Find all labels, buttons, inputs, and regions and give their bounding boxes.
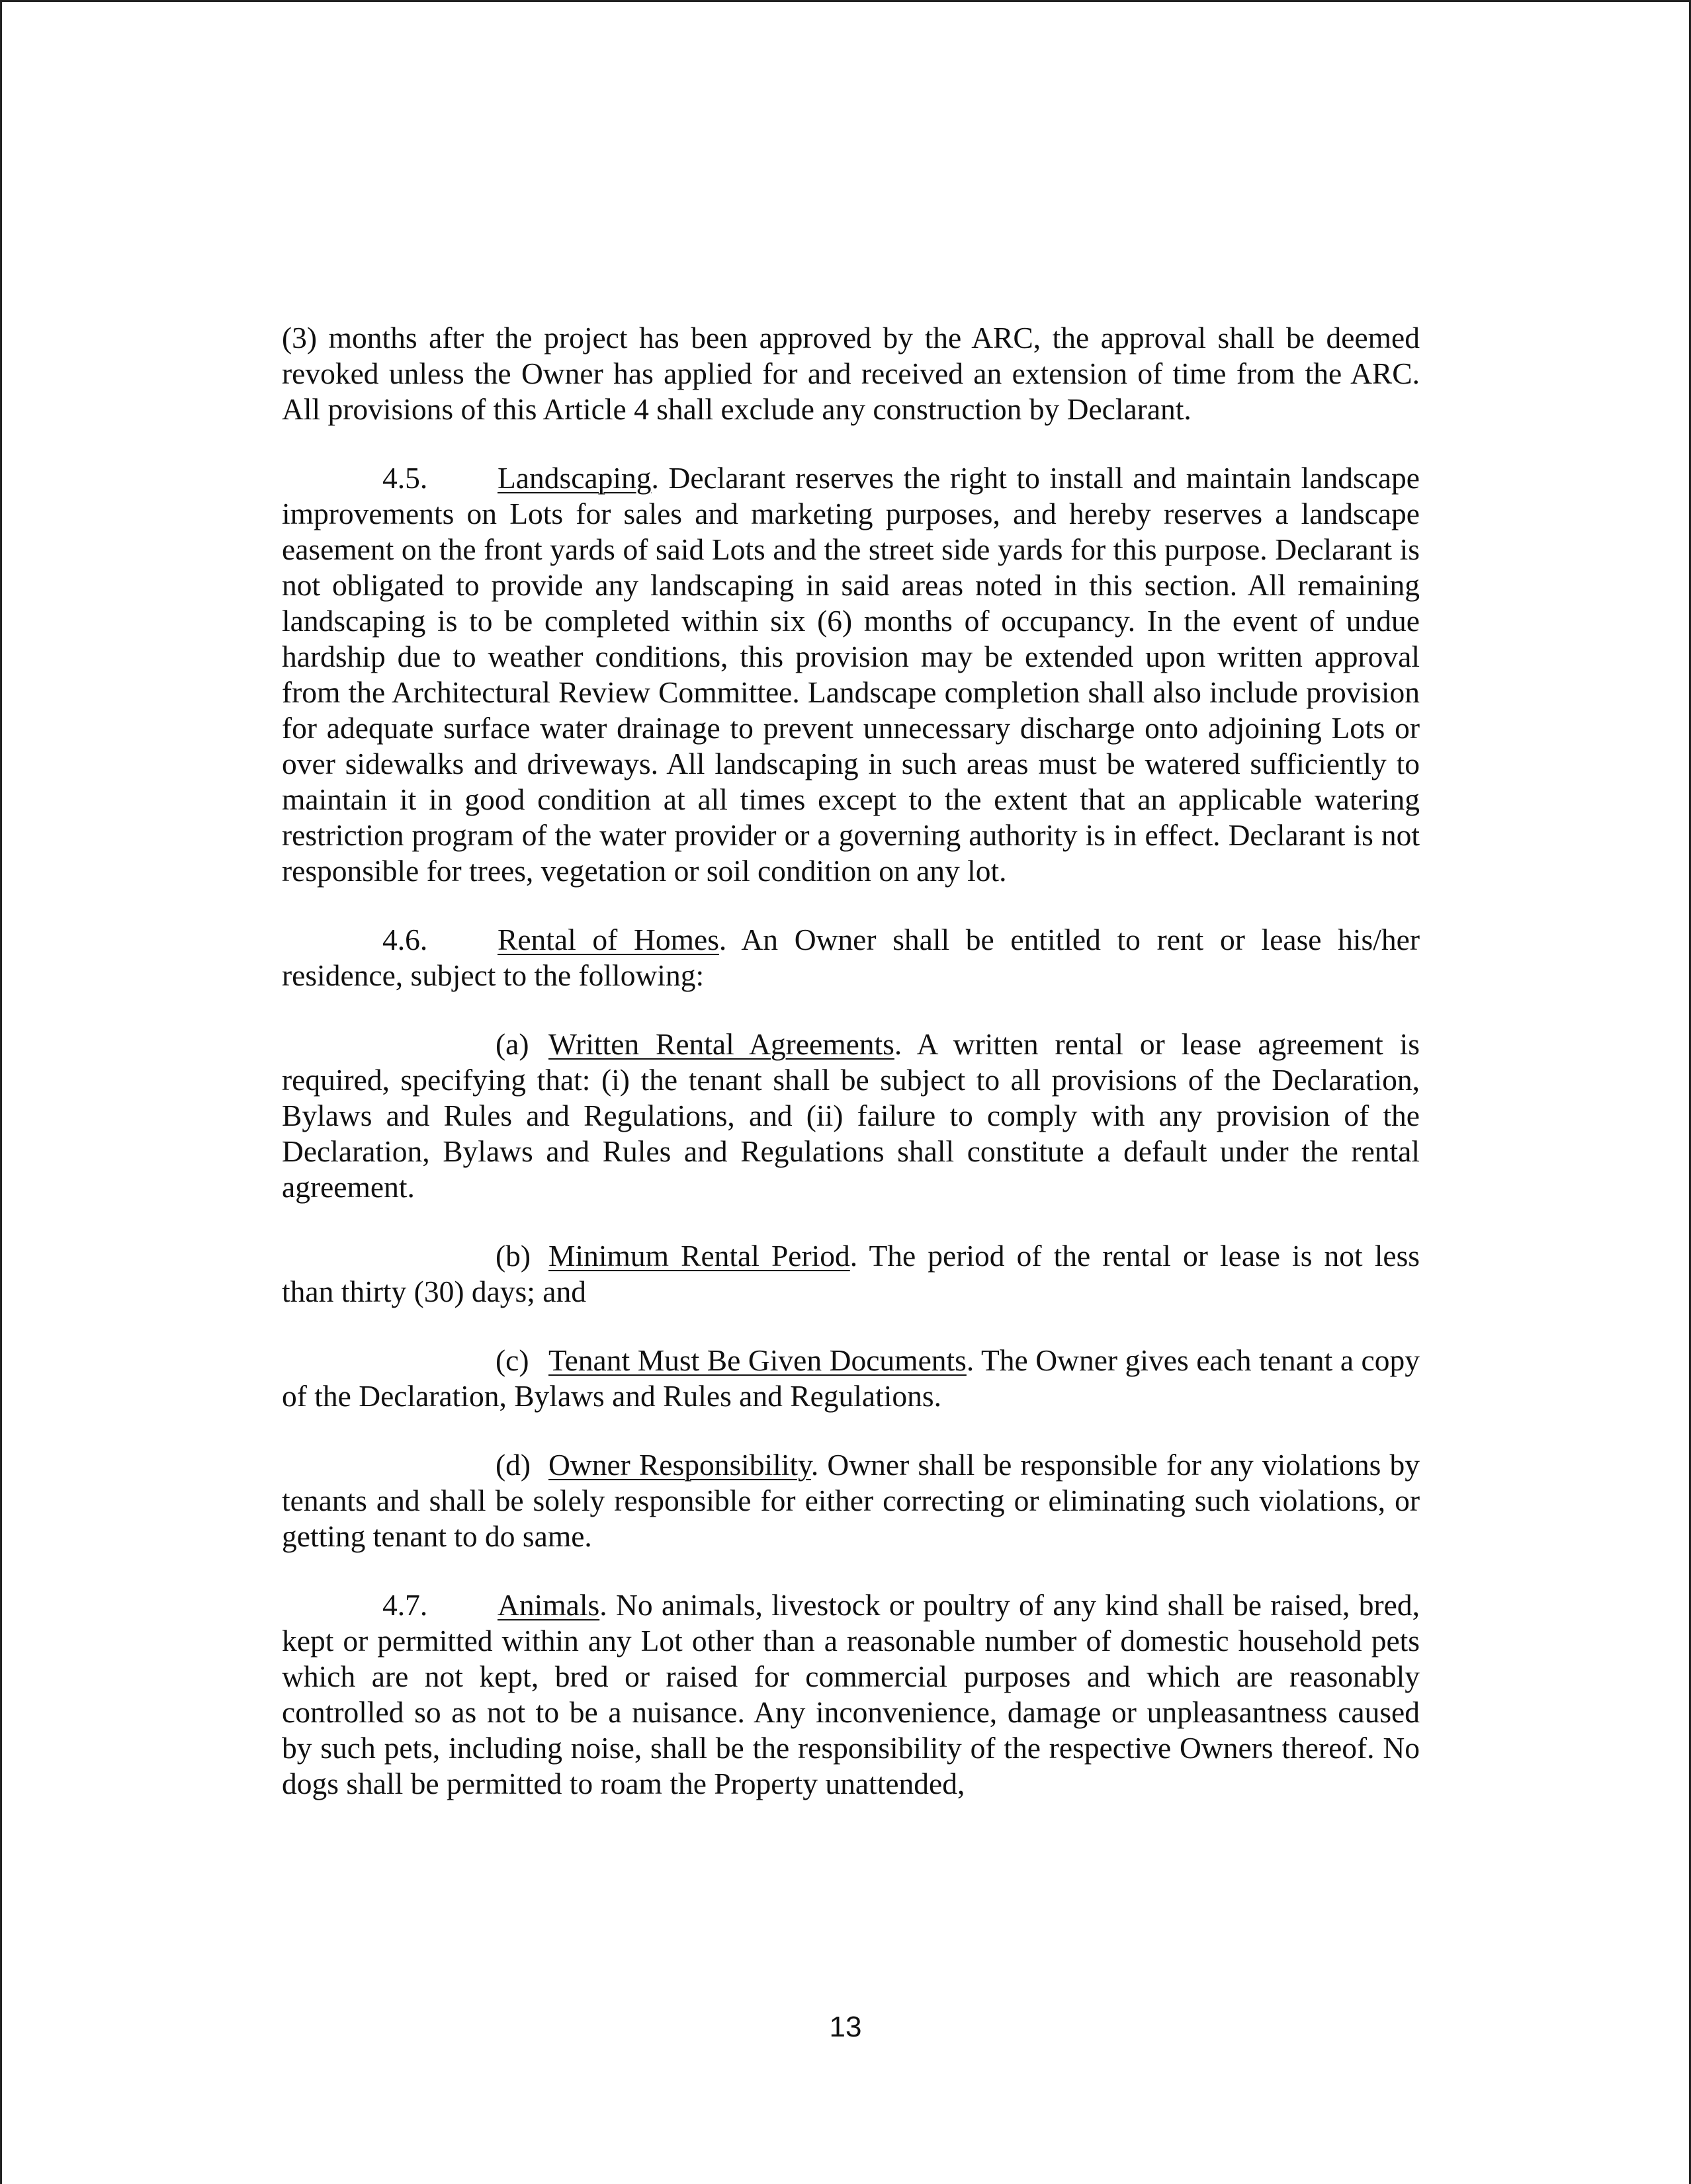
section-4-6-heading: Rental of Homes (498, 923, 719, 956)
section-4-6-number: 4.6. (382, 923, 428, 956)
section-4-5-heading: Landscaping (498, 461, 652, 495)
subsection-4-6-b-heading: Minimum Rental Period (548, 1239, 850, 1273)
section-4-7-number: 4.7. (382, 1588, 428, 1622)
subsection-4-6-b-number: (b) (496, 1239, 531, 1273)
subsection-4-6-d (282, 1447, 1420, 1554)
subsection-4-6-b (282, 1238, 1420, 1310)
document-body (282, 320, 1420, 1802)
subsection-4-6-a (282, 1027, 1420, 1205)
subsection-4-6-d-heading: Owner Responsibility (548, 1448, 811, 1482)
paragraph-continuation (282, 320, 1420, 427)
section-4-5-text: . Declarant reserves the right to install and maintain landscape improvements on Lots for sales and marketing purposes, and hereby reserves a landscape easement on the front yards of said Lots and the street side yards for this purpose. Declarant is not obligated to provide any landscaping in said areas noted in this section. All remaining landscaping is to be completed within six (6) months of occupancy. In the event of undue hardship due to weather conditions, this provision may be extended upon written approval from the Architectural Review Committee. Landscape completion shall also include provision for adequate surface water drainage to prevent unnecessary discharge onto adjoining Lots or over sidewalks and driveways. All landscaping in such areas must be watered sufficiently to maintain it in good condition at all times except to the extent that an applicable watering restriction program of the water provider or a governing authority is in effect. Declarant is not responsible for trees, vegetation or soil condition on any lot. (282, 461, 1420, 888)
section-4-6-text: . An Owner shall be entitled to rent or lease his/her residence, subject to the following: (282, 923, 1420, 992)
section-4-7-heading: Animals (498, 1588, 600, 1622)
page-top-edge (0, 0, 1691, 2)
section-4-6 (282, 922, 1420, 993)
section-4-5-number: 4.5. (382, 461, 428, 495)
section-4-5 (282, 460, 1420, 889)
subsection-4-6-d-number: (d) (496, 1448, 531, 1482)
subsection-4-6-a-heading: Written Rental Agreements (548, 1027, 894, 1061)
subsection-4-6-b-text: . The period of the rental or lease is not less than thirty (30) days; and (282, 1239, 1420, 1308)
section-4-7-text: . No animals, livestock or poultry of any kind shall be raised, bred, kept or permitted within any Lot other than a reasonable number of domestic household pets which are not kept, bred or raised for commercial purposes and which are reasonably controlled so as not to be a nuisance. Any inconvenience, damage or unpleasantness caused by such pets, including noise, shall be the responsibility of the respective Owners thereof. No dogs shall be permitted to roam the Property unattended, (282, 1588, 1420, 1800)
subsection-4-6-c-text: . The Owner gives each tenant a copy of the Declaration, Bylaws and Rules and Regulations. (282, 1343, 1420, 1413)
paragraph-continuation-text: (3) months after the project has been approved by the ARC, the approval shall be deemed revoked unless the Owner has applied for and received an extension of time from the ARC. All provisions of this Article 4 shall exclude any construction by Declarant. (282, 321, 1420, 426)
subsection-4-6-c (282, 1343, 1420, 1414)
page-number: 13 (829, 2011, 862, 2043)
subsection-4-6-d-text: . Owner shall be responsible for any violations by tenants and shall be solely responsible for either correcting or eliminating such violations, or getting tenant to do same. (282, 1448, 1420, 1553)
subsection-4-6-c-heading: Tenant Must Be Given Documents (548, 1343, 967, 1377)
subsection-4-6-a-number: (a) (496, 1027, 529, 1061)
section-4-7 (282, 1587, 1420, 1802)
subsection-4-6-c-number: (c) (496, 1343, 529, 1377)
subsection-4-6-a-text: . A written rental or lease agreement is required, specifying that: (i) the tenant shall be subject to all provisions of the Declaration, Bylaws and Rules and Regulations, and (ii) failure to comply with any provision of the Declaration, Bylaws and Rules and Regulations shall constitute a default under the rental agreement. (282, 1027, 1420, 1204)
page-left-edge (0, 0, 2, 2184)
